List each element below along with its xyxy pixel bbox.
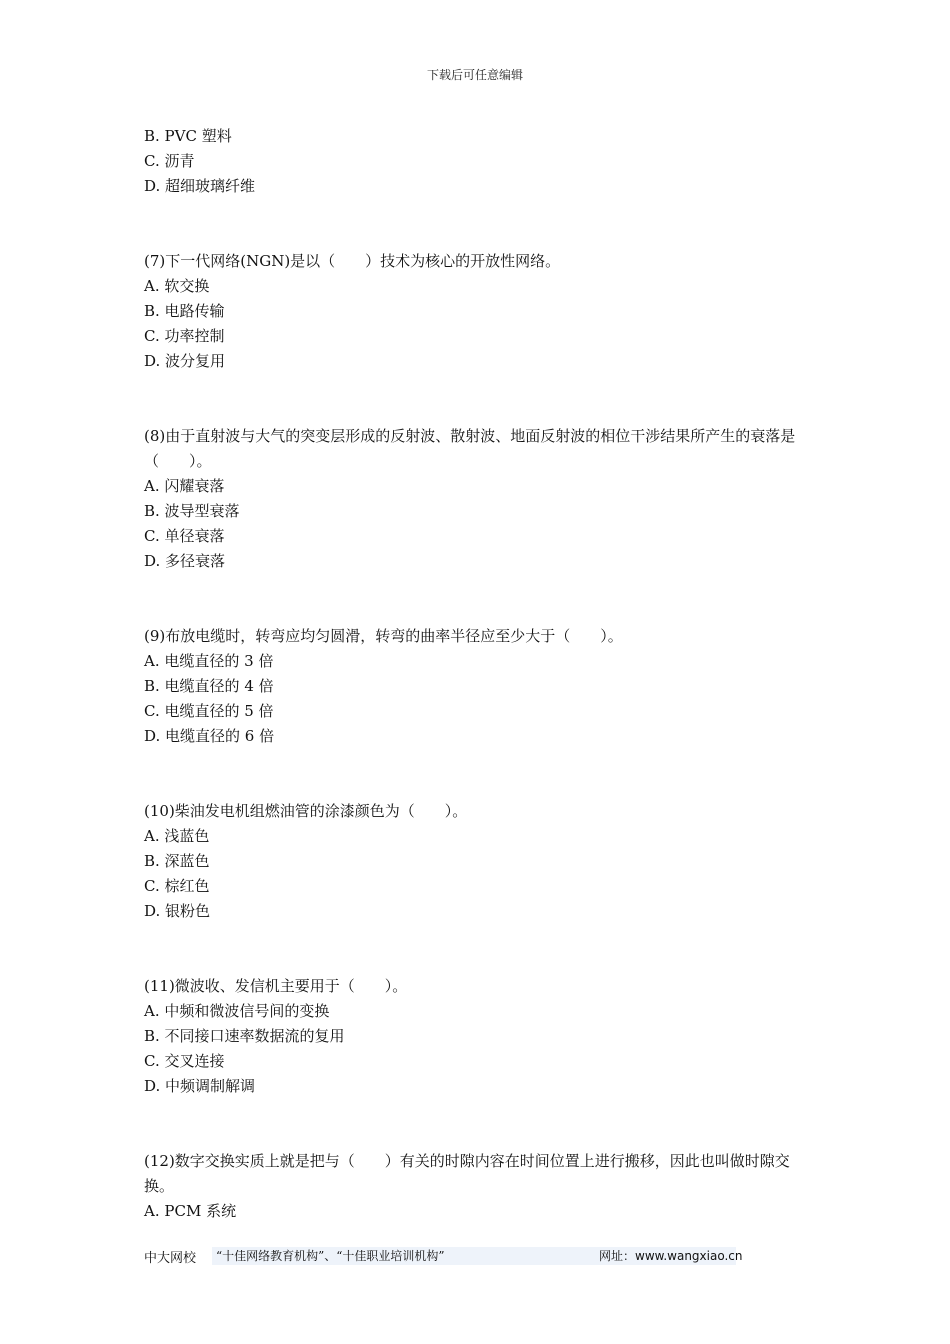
footer-website: 网址：www.wangxiao.cn <box>599 1249 743 1263</box>
question-12 <box>144 1149 814 1224</box>
page-footer <box>144 1247 814 1267</box>
question-9 <box>144 624 814 749</box>
option: C. 沥青 <box>144 152 195 170</box>
question-text: (7)下一代网络(NGN)是以（ ）技术为核心的开放性网络。 <box>144 252 561 270</box>
footer-brand: 中大网校 <box>144 1251 197 1266</box>
footer-slogan: “十佳网络教育机构”、“十佳职业培训机构” <box>212 1247 736 1265</box>
question-text: (9)布放电缆时，转弯应均匀圆滑，转弯的曲率半径应至少大于（ ）。 <box>144 627 623 645</box>
question-text: (10)柴油发电机组燃油管的涂漆颜色为（ ）。 <box>144 802 468 820</box>
question-10 <box>144 799 814 924</box>
option: D. 超细玻璃纤维 <box>144 177 256 195</box>
option: B. 电路传输 <box>144 302 225 320</box>
question-8 <box>144 424 814 574</box>
option: D. 中频调制解调 <box>144 1077 256 1095</box>
option: B. 电缆直径的 4 倍 <box>144 677 274 695</box>
option: B. 不同接口速率数据流的复用 <box>144 1027 345 1045</box>
option: D. 银粉色 <box>144 902 211 920</box>
option: D. 波分复用 <box>144 352 226 370</box>
previous-question-options <box>144 124 814 199</box>
option: B. PVC 塑料 <box>144 127 232 145</box>
question-11 <box>144 974 814 1099</box>
option: A. 中频和微波信号间的变换 <box>144 1002 330 1020</box>
question-text: (8)由于直射波与大气的突变层形成的反射波、散射波、地面反射波的相位干涉结果所产生的衰落是（ ）。 <box>144 427 796 470</box>
option: A. 电缆直径的 3 倍 <box>144 652 274 670</box>
option: D. 多径衰落 <box>144 552 226 570</box>
option: A. 闪耀衰落 <box>144 477 225 495</box>
option: D. 电缆直径的 6 倍 <box>144 727 275 745</box>
option: C. 棕红色 <box>144 877 210 895</box>
option: C. 电缆直径的 5 倍 <box>144 702 274 720</box>
option: A. PCM 系统 <box>144 1202 237 1220</box>
question-text: (11)微波收、发信机主要用于（ ）。 <box>144 977 408 995</box>
document-body <box>144 124 814 1224</box>
option: C. 功率控制 <box>144 327 225 345</box>
page-header: 下载后可任意编辑 <box>426 68 523 82</box>
question-7 <box>144 249 814 374</box>
option: A. 浅蓝色 <box>144 827 210 845</box>
option: C. 单径衰落 <box>144 527 225 545</box>
option: B. 波导型衰落 <box>144 502 240 520</box>
option: C. 交叉连接 <box>144 1052 225 1070</box>
option: A. 软交换 <box>144 277 210 295</box>
option: B. 深蓝色 <box>144 852 210 870</box>
question-text: (12)数字交换实质上就是把与（ ）有关的时隙内容在时间位置上进行搬移，因此也叫做时隙交换。 <box>144 1152 790 1195</box>
